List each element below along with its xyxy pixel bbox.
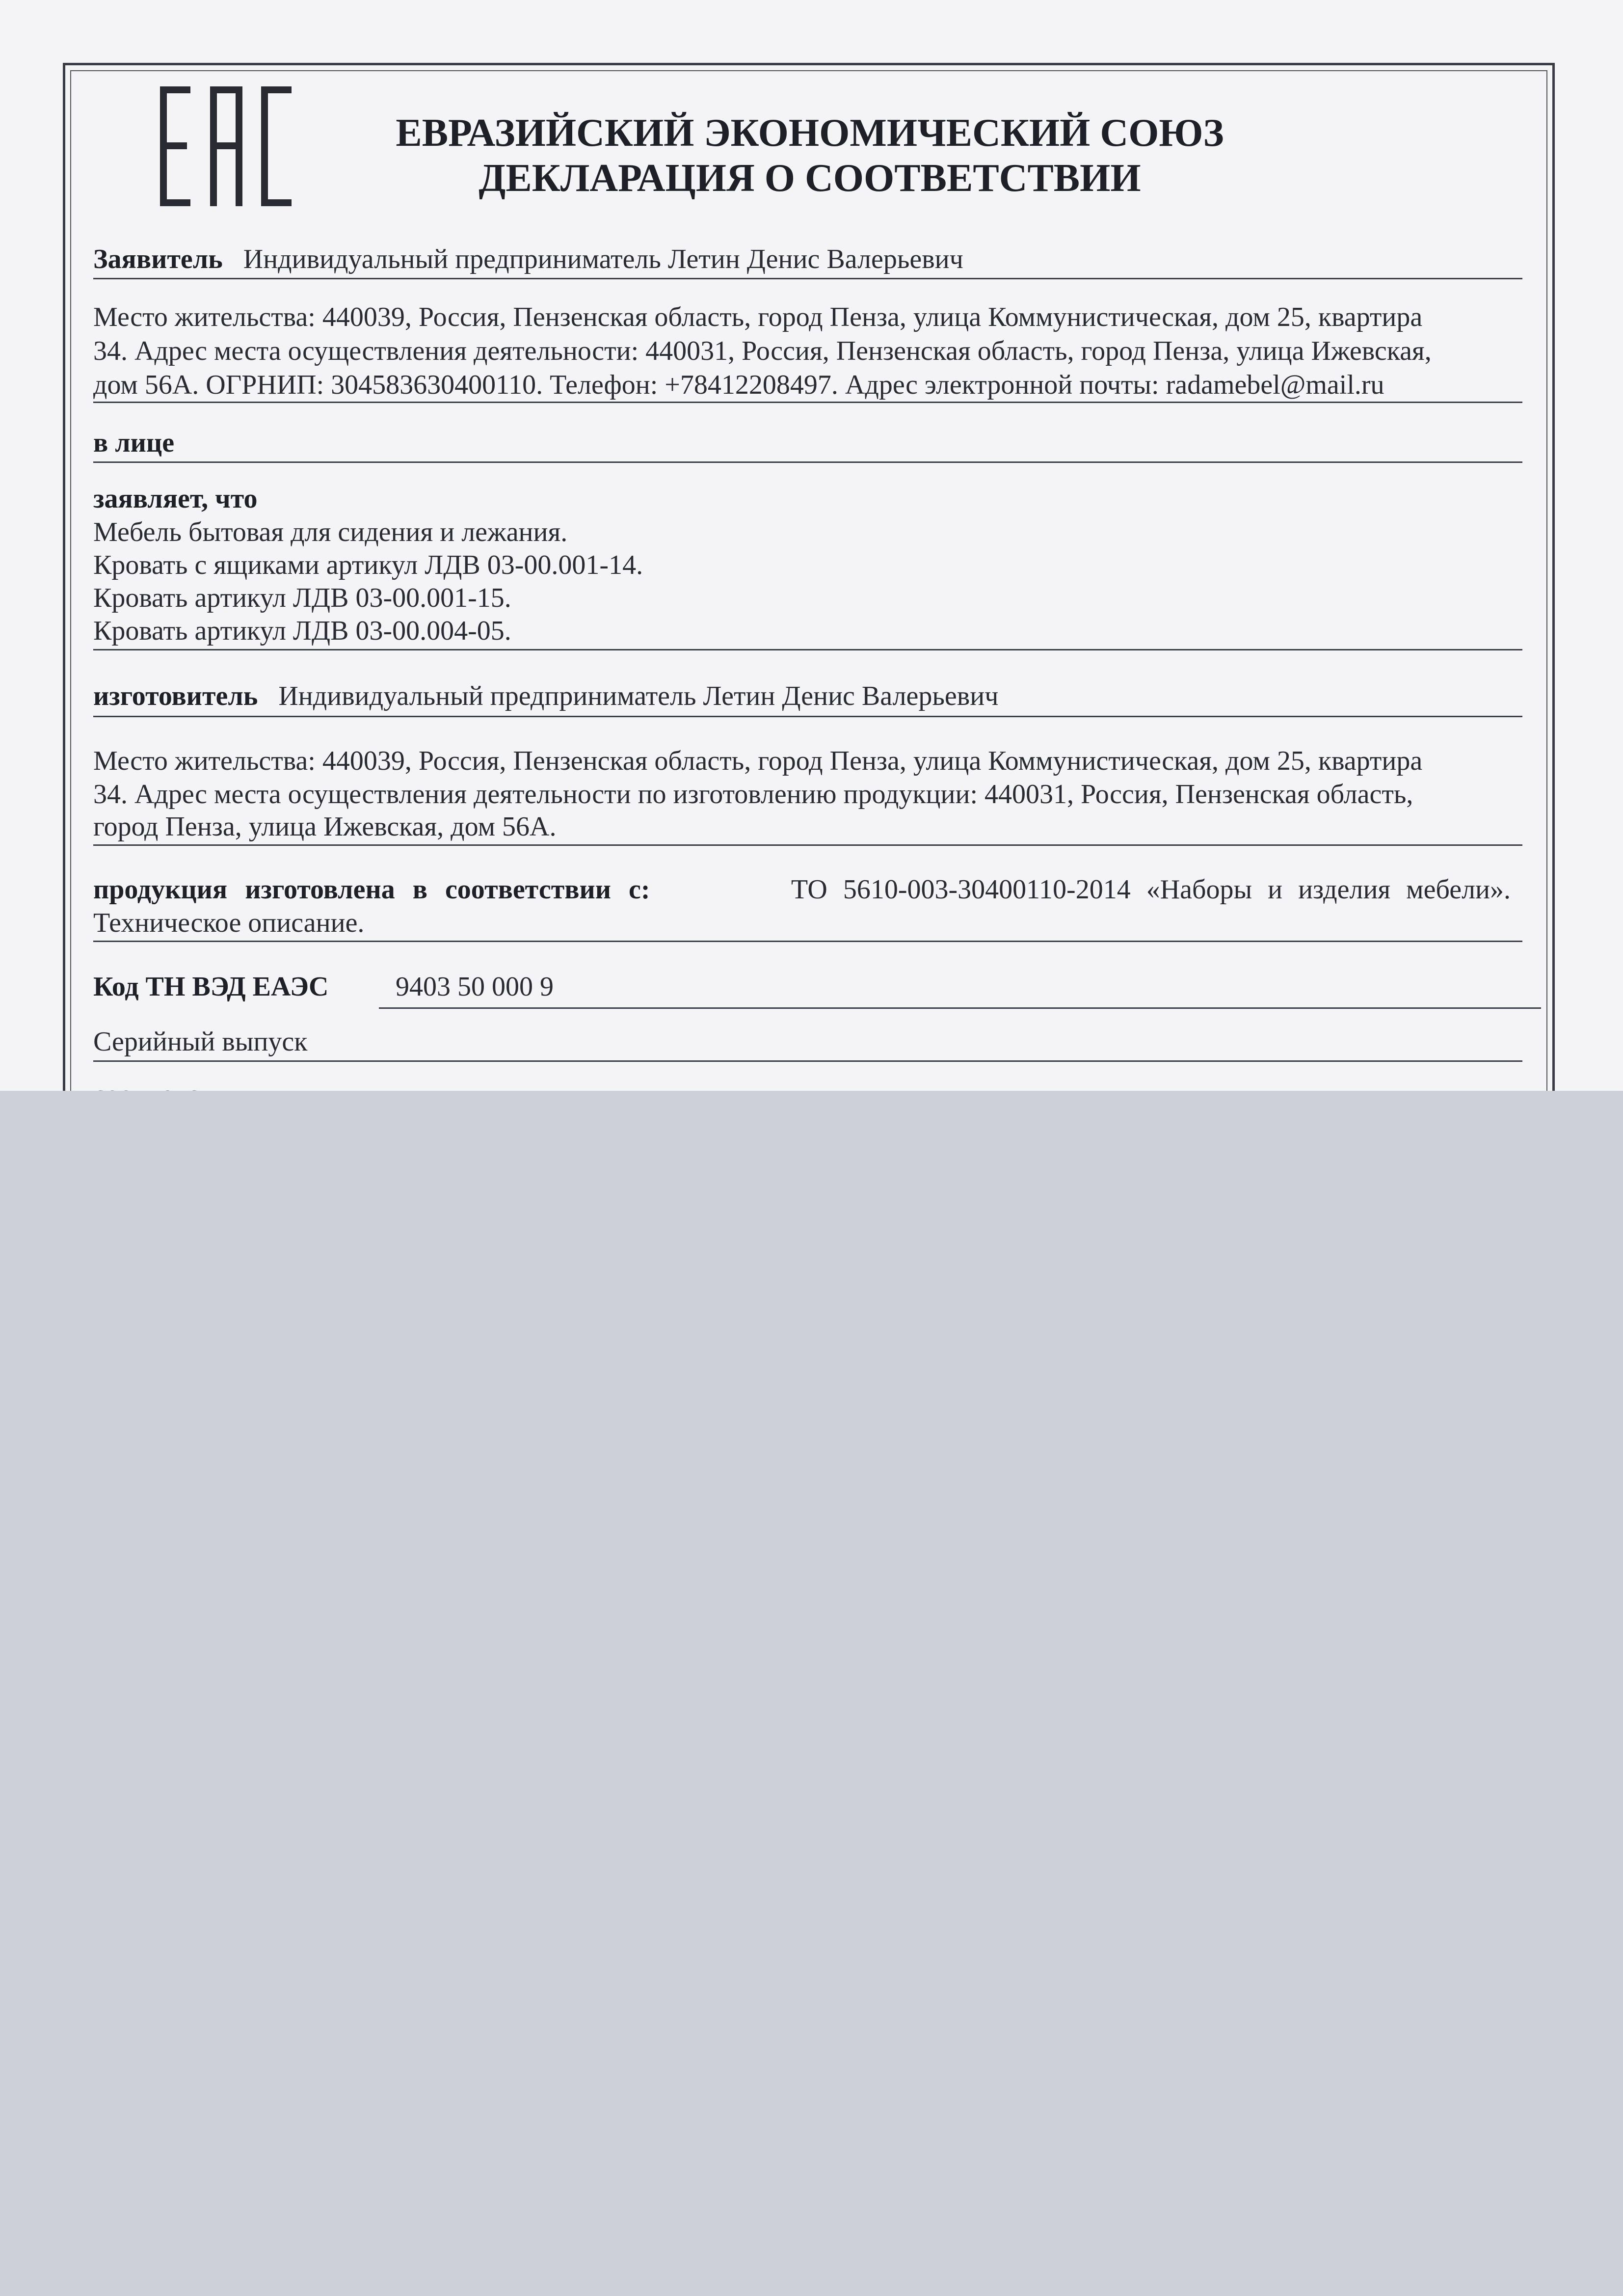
applicant-label: Заявитель xyxy=(93,244,223,274)
tn-ved-label: Код ТН ВЭД ЕАЭС xyxy=(93,972,329,1002)
manufacturer-value: Индивидуальный предприниматель Летин Денис Валерьевич xyxy=(278,681,999,711)
declared-product-2: Кровать с ящиками артикул ЛДВ 03-00.001-14. xyxy=(93,550,643,580)
manufacturer-address-underline xyxy=(93,844,1522,846)
conformity-row xyxy=(93,873,1511,907)
cropped-area xyxy=(0,1091,1623,2296)
manufacturer-address-line-2: 34. Адрес места осуществления деятельности по изготовлению продукции: 440031, Россия, Пензенская область, xyxy=(93,779,1413,810)
tn-ved-underline xyxy=(379,1007,1541,1009)
eac-logo-icon xyxy=(156,82,313,210)
applicant-address-line-2: 34. Адрес места осуществления деятельности: 440031, Россия, Пензенская область, город Пенза, улица Ижевская, xyxy=(93,336,1432,366)
title-declaration: ДЕКЛАРАЦИЯ О СООТВЕТСТВИИ xyxy=(479,157,1141,200)
declared-product-4: Кровать артикул ЛДВ 03-00.004-05. xyxy=(93,616,511,646)
document-title xyxy=(334,110,1286,201)
represented-by-label: в лице xyxy=(93,428,175,458)
tn-ved-code: 9403 50 000 9 xyxy=(396,972,554,1002)
conformity-label: продукция изготовлена в соответствии с: xyxy=(93,874,650,905)
conformity-standard: ТО 5610-003-30400110-2014 «Наборы и изделия мебели». xyxy=(791,874,1511,905)
represented-by-underline xyxy=(93,461,1522,463)
applicant-address-underline xyxy=(93,402,1522,403)
declares-underline xyxy=(93,649,1522,650)
title-union: ЕВРАЗИЙСКИЙ ЭКОНОМИЧЕСКИЙ СОЮЗ xyxy=(396,111,1224,155)
declares-label: заявляет, что xyxy=(93,484,258,514)
production-underline xyxy=(93,1060,1522,1062)
manufacturer-address-line-3: город Пенза, улица Ижевская, дом 56А. xyxy=(93,811,557,842)
applicant-address-line-3: дом 56А. ОГРНИП: 304583630400110. Телефон: +78412208497. Адрес электронной почты: radamebel@mail.ru xyxy=(93,370,1384,400)
declared-product-3: Кровать артикул ЛДВ 03-00.001-15. xyxy=(93,583,511,613)
production-type: Серийный выпуск xyxy=(93,1026,308,1057)
applicant-value: Индивидуальный предприниматель Летин Денис Валерьевич xyxy=(243,244,963,274)
conformity-underline xyxy=(93,941,1522,942)
applicant-underline xyxy=(93,278,1522,279)
manufacturer-underline xyxy=(93,716,1522,717)
conformity-standard-continued: Техническое описание. xyxy=(93,908,365,938)
applicant-row xyxy=(93,243,963,276)
manufacturer-row xyxy=(93,679,998,713)
applicant-address-line-1: Место жительства: 440039, Россия, Пензенская область, город Пенза, улица Коммунистическая, дом 25, квартира xyxy=(93,302,1423,332)
manufacturer-address-line-1: Место жительства: 440039, Россия, Пензенская область, город Пенза, улица Коммунистическая, дом 25, квартира xyxy=(93,746,1423,776)
document-page xyxy=(0,0,1623,1091)
declared-product-1: Мебель бытовая для сидения и лежания. xyxy=(93,517,568,547)
manufacturer-label: изготовитель xyxy=(93,681,258,711)
